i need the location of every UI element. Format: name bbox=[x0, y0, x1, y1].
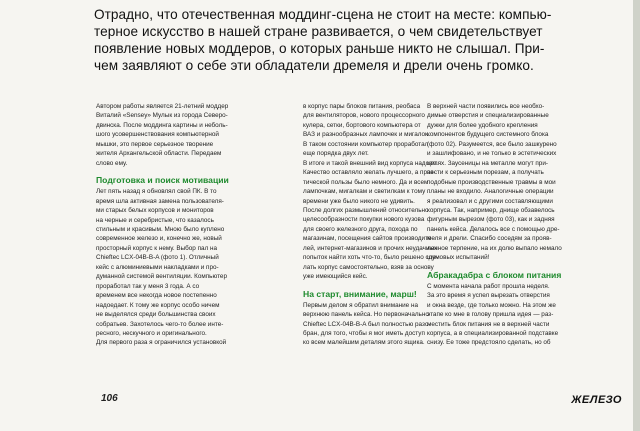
section-heading: На старт, внимание, марш! bbox=[303, 288, 417, 299]
text-line: ресного, нескучного и оригинального. bbox=[96, 329, 207, 337]
text-line: ВАЗ и разнообразных лампочек и мигалок. bbox=[303, 131, 430, 139]
text-line: лей, интернет-магазинов и прочих неудачных bbox=[303, 244, 438, 252]
text-line: димые отверстия и специализированные bbox=[427, 112, 549, 120]
text-line: меля и дрели. Спасибо соседям за прояв- bbox=[427, 235, 552, 243]
text-line: современное железо и, конечно же, новый bbox=[96, 235, 222, 243]
text-line: ко всем малейшим деталям этого ящика. bbox=[303, 339, 425, 347]
text-line: двинска. После моддинга картины и неболь- bbox=[96, 121, 228, 129]
text-line: временем все некогда новое постепенно bbox=[96, 292, 217, 300]
text-line: не выделялся среди большинства своих bbox=[96, 311, 216, 319]
text-line: время шла активная замена пользователя- bbox=[96, 197, 224, 205]
section-heading: Подготовка и поиск мотивации bbox=[96, 175, 229, 186]
text-line: проработал так у меня 3 года. А со bbox=[96, 282, 200, 290]
text-line: местить блок питания не в верхней части bbox=[427, 320, 550, 328]
text-line: панель кейса. Делалось все с помощью дре- bbox=[427, 225, 560, 233]
text-line: жителя Архангельской области. Передаем bbox=[96, 150, 222, 158]
text-line: В верхней части появились все необхо- bbox=[427, 103, 545, 110]
text-line: магазинам, посещения сайтов производите- bbox=[303, 235, 434, 243]
lead-line: появление новых моддеров, о которых раньше никто не слышал. При- bbox=[94, 41, 545, 56]
lead-line: терное искусство в нашей стране развивается, о чем свидетельствует bbox=[94, 24, 543, 39]
text-line: уже имеющийся кейс. bbox=[303, 273, 368, 281]
text-line: За это время я успел вырезать отверстия bbox=[427, 292, 550, 300]
text-line: планы не входило. Аналогичные операции bbox=[427, 188, 554, 196]
text-line: Качество оставляло желать лучшего, а прак- bbox=[303, 169, 436, 177]
text-line: думанной системой вентиляции. Компьютер bbox=[96, 273, 227, 281]
text-line: целях. Заусеницы на металле могут при- bbox=[427, 159, 548, 167]
text-line: времени уже было никого не удивить. bbox=[303, 197, 415, 205]
magazine-brand: ЖЕЛЕЗО bbox=[571, 394, 622, 406]
text-line: Автором работы является 21-летний моддер bbox=[96, 103, 229, 110]
text-line: Chieftec LCX-04B-B-A (фото 1). Отличный bbox=[96, 254, 219, 262]
text-line: Виталий «Sensey» Мулык из города Северо- bbox=[96, 112, 228, 120]
text-line: на черные и серебристые, что казалось bbox=[96, 216, 214, 224]
text-line: Chieftec LCX-04B-B-A был полностью разо- bbox=[303, 320, 431, 328]
text-line: В итоге и такой внешний вид корпуса надоел. bbox=[303, 159, 438, 167]
text-line: и зашлифовано, и не только в эстетических bbox=[427, 150, 557, 158]
text-line: этапе ко мне в голову пришла идея — раз- bbox=[427, 311, 554, 319]
text-line: кулера, сетки, бортового компьютера от bbox=[303, 121, 421, 129]
text-line: компонентов будущего системного блока bbox=[427, 131, 549, 139]
text-line: надоедает. К тому же корпус особо ничем bbox=[96, 301, 220, 309]
text-line: лать корпус самостоятельно, взяв за основу bbox=[303, 263, 434, 271]
text-line: верхнюю панель кейса. Но первоначально bbox=[303, 311, 429, 319]
text-line: для своего железного друга, похода по bbox=[303, 225, 418, 233]
text-line: еще порядка двух лет. bbox=[303, 150, 369, 158]
text-line: стильным и красивым. Мною было куплено bbox=[96, 225, 225, 233]
text-line: С момента начала работ прошла неделя. bbox=[427, 282, 550, 290]
text-line: бран, для того, чтобы я мог иметь доступ bbox=[303, 329, 425, 337]
text-line: В таком состоянии компьютер проработал bbox=[303, 140, 429, 148]
text-line: лампочкам, мигалкам и светилкам к тому bbox=[303, 188, 426, 196]
page-edge-bar bbox=[633, 0, 640, 431]
text-line: целесообразности покупки нового кузова bbox=[303, 216, 425, 224]
text-line: ленное терпение, на их долю выпало немало bbox=[427, 244, 562, 252]
text-line: дужки для более удобного крепления bbox=[427, 121, 538, 129]
lead-paragraph bbox=[94, 6, 630, 74]
text-line: подобные производственные травмы в мои bbox=[427, 178, 556, 186]
text-line: мышки, это первое серьезное творение bbox=[96, 140, 214, 148]
text-line: После долгих размышлений относительно bbox=[303, 206, 429, 214]
text-line: снизу. Ее тоже предстояло сделать, но об bbox=[427, 339, 551, 347]
text-line: Лет пять назад я обновлял свой ПК. В то bbox=[96, 188, 217, 196]
text-line: Для первого раза я ограничился установкой bbox=[96, 339, 227, 347]
text-line: для вентиляторов, нового процессорного bbox=[303, 112, 425, 120]
text-line: собратьев. Захотелось чего-то более инте- bbox=[96, 320, 224, 328]
column-3 bbox=[427, 102, 613, 348]
column-1 bbox=[96, 102, 282, 348]
text-line: шумовых испытаний! bbox=[427, 254, 490, 262]
page-number: 106 bbox=[101, 393, 118, 404]
text-line: я реализовал и с другими составляющими bbox=[427, 197, 553, 205]
text-line: (фото 02). Разумеется, все было зашкурено bbox=[427, 140, 557, 148]
section-heading: Абракадабра с блоком питания bbox=[427, 269, 562, 280]
text-line: в корпус пары блоков питания, реобаса bbox=[303, 103, 421, 110]
text-line: фигурным вырезом (фото 03), как и задняя bbox=[427, 216, 555, 224]
text-line: корпуса. Так, например, днище обзавелось bbox=[427, 206, 555, 214]
text-line: корпуса, а в специализированной подставке bbox=[427, 329, 559, 337]
text-line: шого усовершенствования компьютерной bbox=[96, 131, 219, 139]
text-line: вести к серьезным порезам, а получать bbox=[427, 169, 544, 177]
text-line: попыток найти хоть что-то, было решено сде- bbox=[303, 254, 439, 262]
text-line: кейс с алюминиевыми накладками и про- bbox=[96, 263, 219, 271]
text-line: тической пользы было немного. Да и всем bbox=[303, 178, 429, 186]
lead-line: Отрадно, что отечественная моддинг-сцена не стоит на месте: компью- bbox=[94, 7, 552, 22]
text-line: ми старых белых корпусов и мониторов bbox=[96, 207, 214, 215]
text-line: Первым делом я обратил внимание на bbox=[303, 301, 418, 309]
text-line: слово ему. bbox=[96, 159, 128, 167]
text-line: просторный корпус к нему. Выбор пал на bbox=[96, 244, 218, 252]
lead-line: чем заявляют о себе эти обладатели дремеля и дрели очень громко. bbox=[94, 58, 534, 73]
text-line: и окна везде, где только можно. На этом же bbox=[427, 301, 556, 309]
